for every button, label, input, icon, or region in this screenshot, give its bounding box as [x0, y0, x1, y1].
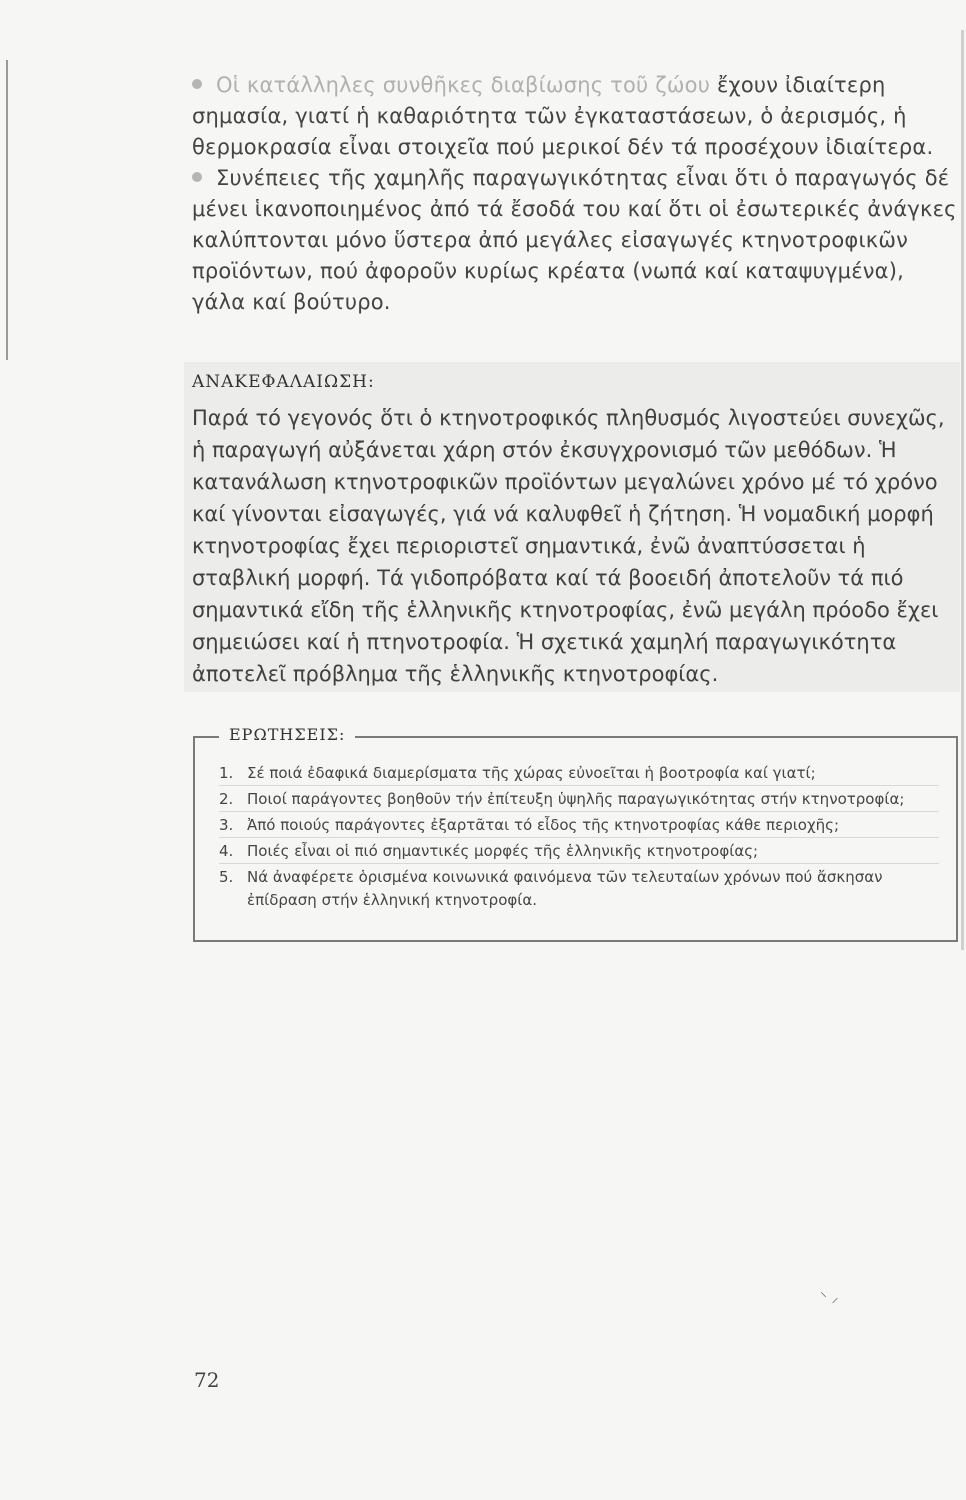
questions-box [193, 725, 958, 942]
page-edge-line [6, 60, 8, 360]
intro-paragraph-2-text: Συνέπειες τῆς χαμηλῆς παραγωγικότητας εἶναι ὅτι ὁ παραγωγός δέ μένει ἱκανοποιημένος ἀπό τά ἔσοδά του καί ὅτι οἱ ἐσωτερικές ἀνάγκες καλύπτονται μόνο ὕστερα ἀπό μεγάλες εἰσαγωγές κτηνοτροφικῶν προϊόντων, πού ἀφοροῦν κυρίως κρέατα (νωπά καί καταψυγμένα), γάλα καί βούτυρο. [192, 166, 957, 314]
question-item [219, 812, 939, 838]
question-text: Σέ ποιά ἐδαφικά διαμερίσματα τῆς χώρας εὐνοεῖται ἡ βοοτροφία καί γιατί; [247, 764, 816, 782]
page-number: 72 [194, 1368, 220, 1392]
question-item [219, 838, 939, 864]
questions-list [219, 760, 939, 912]
intro-paragraph-2 [192, 163, 962, 318]
bullet-icon [192, 172, 202, 182]
bullet-icon [192, 79, 202, 89]
intro-highlight: Οἱ κατάλληλες συνθῆκες διαβίωσης τοῦ ζώου [216, 73, 711, 97]
question-text: Ποιοί παράγοντες βοηθοῦν τήν ἐπίτευξη ὑψηλῆς παραγωγικότητας στήν κτηνοτροφία; [247, 790, 905, 808]
question-number: 5. [219, 868, 234, 886]
summary-text: Παρά τό γεγονός ὅτι ὁ κτηνοτροφικός πληθυσμός λιγοστεύει συνεχῶς, ἡ παραγωγή αὐξάνεται χάρη στόν ἐκσυγχρονισμό τῶν μεθόδων. Ἡ κατανάλωση κτηνοτροφικῶν προϊόντων μεγαλώνει χρόνο μέ τό χρόνο καί γίνονται εἰσαγωγές, γιά νά καλυφθεῖ ἡ ζήτηση. Ἡ νομαδική μορφή κτηνοτροφίας ἔχει περιοριστεῖ σημαντικά, ἐνῶ ἀναπτύσσεται ἡ σταβλική μορφή. Τά γιδοπρόβατα καί τά βοοειδή ἀποτελοῦν τά πιό σημαντικά εἴδη τῆς ἑλληνικῆς κτηνοτροφίας, ἐνῶ μεγάλη πρόοδο ἔχει σημειώσει καί ἡ πτηνοτροφία. Ἡ σχετικά χαμηλή παραγωγικότητα ἀποτελεῖ πρόβλημα τῆς ἑλληνικῆς κτηνοτροφίας. [192, 406, 945, 686]
intro-section [192, 70, 962, 318]
question-number: 1. [219, 764, 234, 782]
question-item [219, 786, 939, 812]
question-number: 2. [219, 790, 234, 808]
summary-box [184, 362, 960, 692]
question-text: Νά ἀναφέρετε ὁρισμένα κοινωνικά φαινόμενα τῶν τελευταίων χρόνων πού ἄσκησαν ἐπίδραση στήν ἑλληνική κτηνοτροφία. [247, 868, 883, 909]
question-text: Ἀπό ποιούς παράγοντες ἐξαρτᾶται τό εἶδος τῆς κτηνοτροφίας κάθε περιοχῆς; [247, 816, 839, 834]
intro-paragraph-1 [192, 70, 962, 163]
pencil-mark: ⸌ ⸝ [820, 1290, 839, 1306]
question-number: 4. [219, 842, 234, 860]
question-text: Ποιές εἶναι οἱ πιό σημαντικές μορφές τῆς ἑλληνικῆς κτηνοτροφίας; [247, 842, 759, 860]
question-item [219, 864, 939, 912]
intro-paragraph-1-text: ἔχουν ἰδιαίτερη σημασία, γιατί ἡ καθαριότητα τῶν ἐγκαταστάσεων, ὁ ἀερισμός, ἡ θερμοκρασία εἶναι στοιχεῖα πού μερικοί δέν τά προσέχουν ἰδιαίτερα. [192, 73, 934, 159]
summary-heading: ΑΝΑΚΕΦΑΛΑΙΩΣΗ: [192, 372, 375, 392]
question-item [219, 760, 939, 786]
question-number: 3. [219, 816, 234, 834]
questions-heading: ΕΡΩΤΗΣΕΙΣ: [219, 725, 355, 744]
